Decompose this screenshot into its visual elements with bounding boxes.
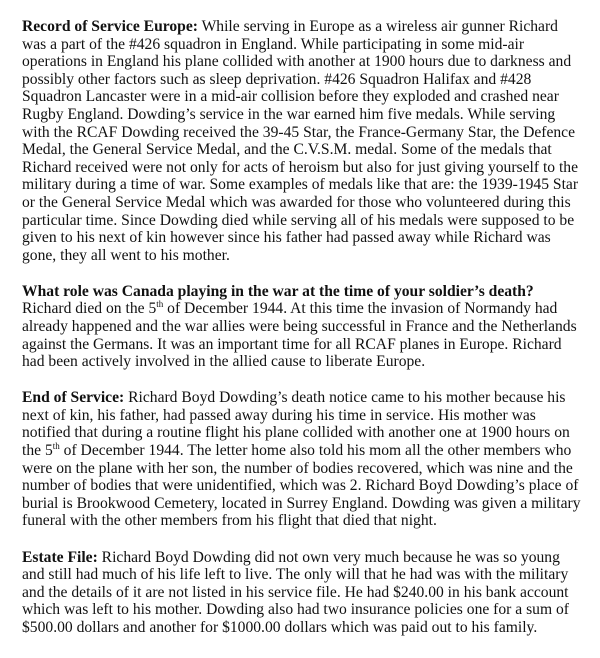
paragraph-line [22, 549, 592, 567]
paragraph-line [22, 389, 592, 407]
paragraph-line: given to his next of kin however since his father had passed away while Richard was [22, 229, 551, 247]
ordinal-suffix: th [156, 299, 164, 310]
paragraph-line: number of bodies that were unidentified, which was 2. Richard Boyd Dowding’s place of [22, 477, 579, 495]
paragraph-line: next of kin, his father, had passed away during his time in service. His mother was [22, 406, 536, 424]
paragraph-line: burial is Brookwood Cemetery, located in Surrey England. Dowding was given a military [22, 494, 581, 512]
paragraph-line: were on the plane with her son, the number of bodies recovered, which was nine and the [22, 459, 573, 477]
paragraph-line: against the Germans. It was an important time for all RCAF planes in Europe. Richard [22, 335, 562, 353]
paragraph-line: and the details of it are not listed in his service file. He had $240.00 in his bank account [22, 583, 569, 601]
section-heading: End of Service: [22, 389, 125, 407]
section-estate-file [22, 549, 592, 637]
paragraph-line: had been actively involved in the allied cause to liberate Europe. [22, 353, 426, 371]
section-canada-role [22, 283, 592, 371]
paragraph-line [22, 300, 592, 318]
paragraph-line: particular time. Since Dowding died while serving all of his medals were supposed to be [22, 211, 575, 229]
paragraph-line [22, 18, 592, 36]
paragraph-line: operations in England his plane collided with another at 1900 hours due to darkness and [22, 53, 572, 71]
paragraph-line: military during a time of war. Some examples of medals like that are: the 1939-1945 Star [22, 176, 579, 194]
paragraph-line: funeral with the other members from his flight that died that night. [22, 512, 437, 530]
paragraph-line: $500.00 dollars and another for $1000.00 dollars which was paid out to his family. [22, 618, 538, 636]
paragraph-text: the 5 [22, 442, 53, 460]
document-page [22, 18, 592, 655]
paragraph-line: or the General Service Medal which was awarded for those who volunteered during this [22, 193, 571, 211]
paragraph-text: of December 1944. At this time the invasion of Normandy had [163, 300, 558, 318]
paragraph-line: gone, they all went to his mother. [22, 246, 230, 264]
ordinal-suffix: th [52, 441, 60, 452]
paragraph-line: Squadron Lancaster were in a mid-air collision before they exploded and crashed near [22, 88, 559, 106]
paragraph-line: Medal, the General Service Medal, and the C.V.S.M. medal. Some of the medals that [22, 141, 552, 159]
paragraph-line: with the RCAF Dowding received the 39-45 Star, the France-Germany Star, the Defence [22, 123, 576, 141]
paragraph-text: Richard Boyd Dowding did not own very much because he was so young [97, 548, 560, 566]
paragraph-line: notified that during a routine flight his plane collided with another one at 1900 hours on [22, 424, 570, 442]
section-heading: Estate File: [22, 548, 98, 566]
paragraph-text: of December 1944. The letter home also told his mom all the other members who [59, 442, 572, 460]
paragraph-text: Richard Boyd Dowding’s death notice came to his mother because his [124, 389, 566, 407]
section-heading: Record of Service Europe: [22, 18, 198, 35]
paragraph-line: already happened and the war allies were being successful in France and the Netherlands [22, 318, 577, 335]
paragraph-line: Rugby England. Dowding’s service in the war earned him five medals. While serving [22, 105, 556, 123]
paragraph-text: While serving in Europe as a wireless air gunner Richard [197, 18, 558, 35]
paragraph-line [22, 442, 592, 460]
paragraph-text: Richard died on the 5 [22, 300, 157, 318]
paragraph-line: and still had much of his life left to live. The only will that he had was with the military [22, 566, 569, 584]
paragraph-line: Richard received were not only for acts of heroism but also for just giving yourself to the [22, 158, 579, 176]
section-heading: What role was Canada playing in the war at the time of your soldier’s death? [22, 282, 534, 300]
paragraph-line: was a part of the #426 squadron in England. While participating in some mid-air [22, 35, 525, 53]
section-record-of-service [22, 18, 592, 264]
section-end-of-service [22, 389, 592, 530]
paragraph-line: which was left to his mother. Dowding also had two insurance policies one for a sum of [22, 601, 569, 619]
paragraph-line: possibly other factors such as sleep deprivation. #426 Squadron Halifax and #428 [22, 70, 532, 88]
